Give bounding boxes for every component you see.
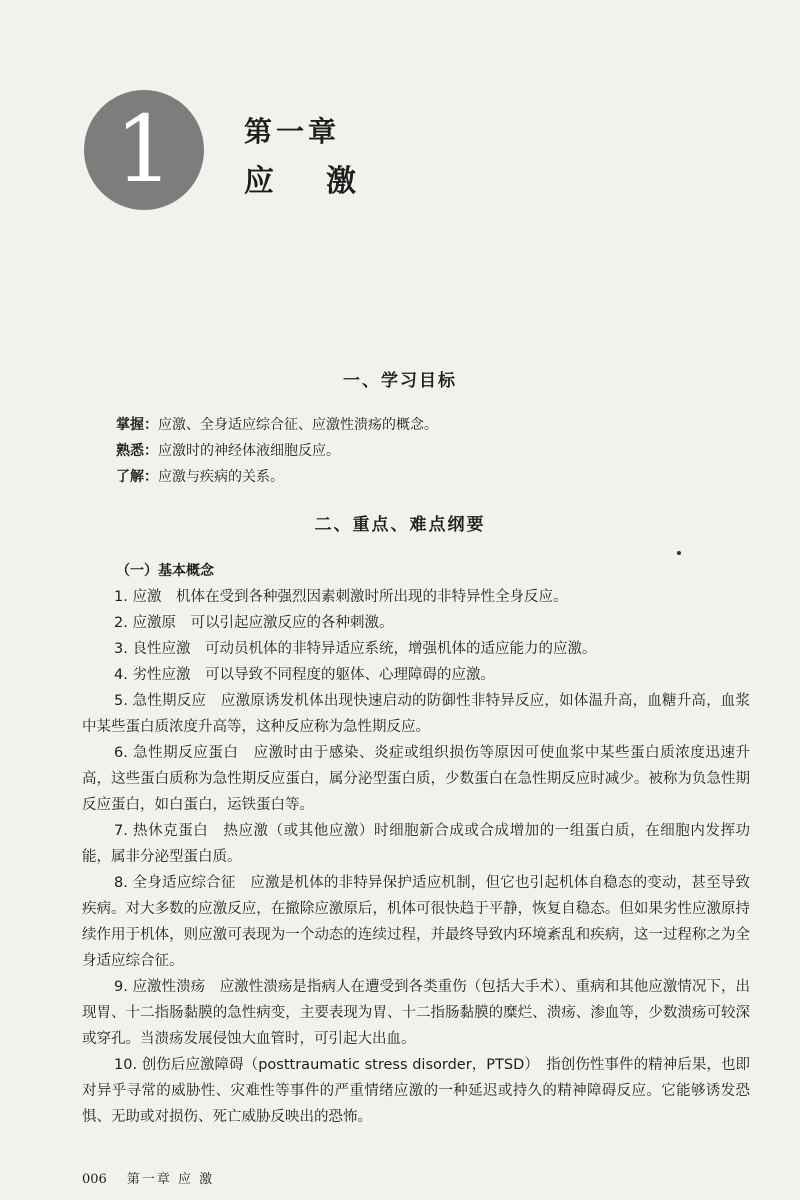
concept-item	[82, 974, 750, 1052]
concept-item	[82, 870, 750, 974]
concept-text: 指创伤性事件的精神后果，也即对异乎寻常的威胁性、灾难性等事件的严重情绪应激的一种延迟或持久的精神障碍反应。它能够诱发恐惧、无助或对损伤、死亡威胁反映出的恐怖。	[82, 1057, 751, 1125]
concept-text: 可以导致不同程度的躯体、心理障碍的应激。	[204, 667, 495, 683]
objective-text: 应激时的神经体液细胞反应。	[158, 443, 340, 459]
page-number: 006	[82, 1172, 107, 1187]
objective-text: 应激与疾病的关系。	[158, 469, 284, 485]
objective-label: 熟悉：	[116, 443, 158, 459]
concept-term: 3. 良性应激	[114, 641, 191, 657]
concept-item	[82, 662, 750, 688]
objective-label: 掌握：	[116, 417, 158, 433]
section-heading-objectives: 一、学习目标	[343, 371, 457, 391]
concept-term: 9. 应激性溃疡	[114, 979, 206, 995]
objective-item	[116, 412, 756, 438]
concept-text: 可动员机体的非特异适应系统，增强机体的适应能力的应激。	[204, 641, 597, 657]
concept-term: 8. 全身适应综合征	[114, 875, 236, 891]
print-speck	[677, 551, 681, 555]
concept-term: 7. 热休克蛋白	[114, 823, 209, 839]
objective-text: 应激、全身适应综合征、应激性溃疡的概念。	[158, 417, 438, 433]
objective-item	[116, 464, 756, 490]
concept-term: 1. 应激	[114, 589, 162, 605]
concept-item	[82, 688, 750, 740]
concept-term: 5. 急性期反应	[114, 693, 207, 709]
chapter-number: 1	[114, 96, 174, 203]
chapter-title: 应激	[244, 164, 408, 199]
concept-item	[82, 636, 750, 662]
concept-item	[82, 1052, 750, 1130]
page-footer	[82, 1168, 214, 1187]
chapter-number-badge	[84, 90, 204, 210]
concept-text: 应激时由于感染、炎症或组织损伤等原因可使血浆中某些蛋白质浓度迅速升高，这些蛋白质称为急性期反应蛋白，属分泌型蛋白质，少数蛋白在急性期反应时减少。被称为负急性期反应蛋白，如白蛋白，运铁蛋白等。	[82, 745, 751, 813]
concept-text: 可以引起应激反应的各种刺激。	[190, 615, 394, 631]
concept-item	[82, 610, 750, 636]
concept-text: 应激性溃疡是指病人在遭受到各类重伤（包括大手术）、重病和其他应激情况下，出现胃、十二指肠黏膜的急性病变，主要表现为胃、十二指肠黏膜的糜烂、溃疡、渗血等，少数溃疡可较深或穿孔。当溃疡发展侵蚀大血管时，可引起大出血。	[82, 979, 750, 1047]
concept-term: 10. 创伤后应激障碍（posttraumatic stress disorder，PTSD）	[114, 1057, 532, 1073]
concept-term: 6. 急性期反应蛋白	[114, 745, 239, 761]
concept-text: 热应激（或其他应激）时细胞新合成或合成增加的一组蛋白质，在细胞内发挥功能，属非分泌型蛋白质。	[82, 823, 750, 865]
section-heading-key-points: 二、重点、难点纲要	[314, 515, 486, 535]
running-chapter-title: 第一章 应 激	[126, 1172, 215, 1187]
concept-item	[82, 740, 750, 818]
objectives-list	[116, 412, 756, 490]
concept-item	[82, 584, 750, 610]
objective-label: 了解：	[116, 469, 158, 485]
concept-text: 机体在受到各种强烈因素刺激时所出现的非特异性全身反应。	[175, 589, 568, 605]
concept-item	[82, 818, 750, 870]
chapter-label: 第一章	[244, 115, 341, 148]
concept-list	[82, 584, 750, 1130]
concept-term: 4. 劣性应激	[114, 667, 191, 683]
concept-text: 应激是机体的非特异保护适应机制，但它也引起机体自稳态的变动，甚至导致疾病。对大多数的应激反应，在撤除应激原后，机体可很快趋于平静，恢复自稳态。但如果劣性应激原持续作用于机体，则应激可表现为一个动态的连续过程，并最终导致内环境紊乱和疾病，这一过程称之为全身适应综合征。	[82, 875, 751, 969]
concept-term: 2. 应激原	[114, 615, 176, 631]
concept-text: 应激原诱发机体出现快速启动的防御性非特异反应，如体温升高，血糖升高，血浆中某些蛋白质浓度升高等，这种反应称为急性期反应。	[82, 693, 751, 735]
objective-item	[116, 438, 756, 464]
subheading-basic-concepts: （一）基本概念	[116, 563, 214, 579]
